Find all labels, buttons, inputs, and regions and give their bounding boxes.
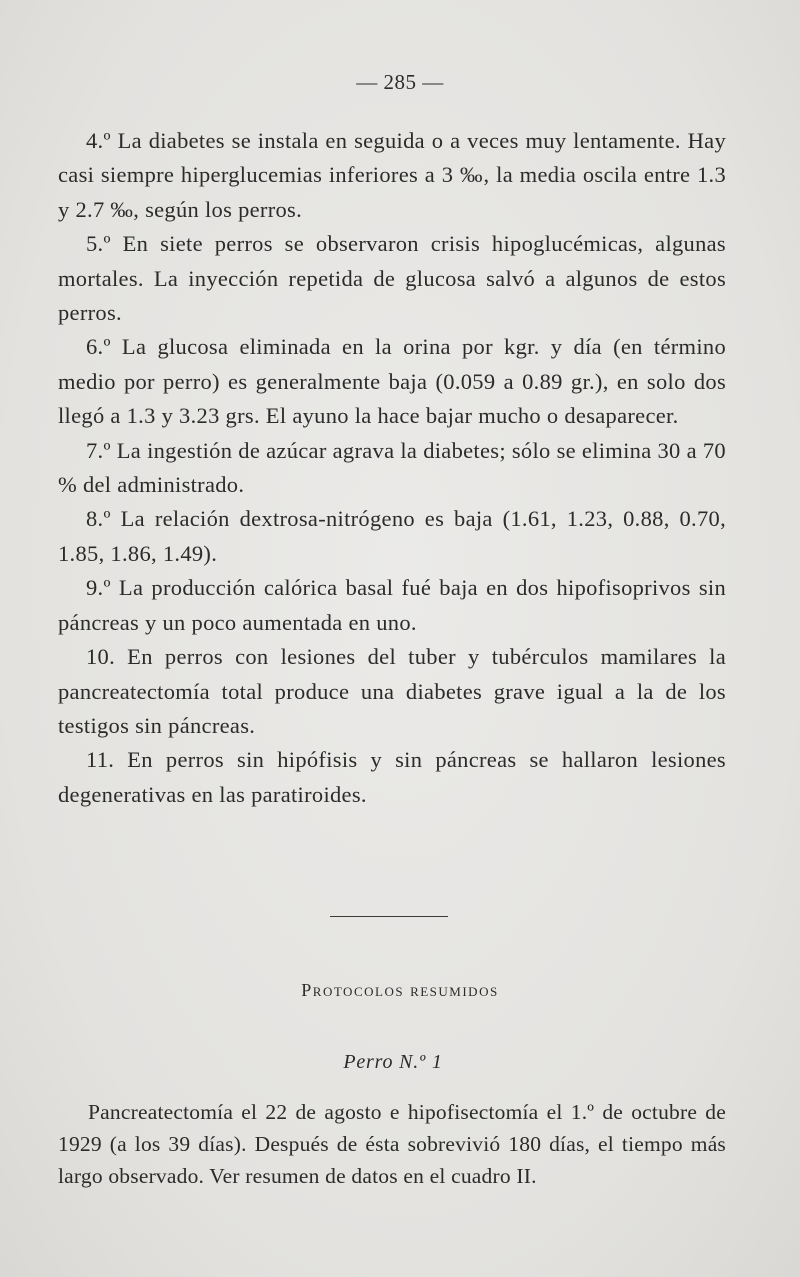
section-title: Protocolos resumidos xyxy=(301,980,499,1000)
conclusion-item-9: 9.º La producción calórica basal fué baja en dos hipofisoprivos sin páncreas y un poco aumentada en uno. xyxy=(58,575,726,635)
page-number: — 285 — xyxy=(356,70,444,94)
conclusion-item-11: 11. En perros sin hipófisis y sin páncreas se hallaron lesiones degenerativas en las paratiroides. xyxy=(58,747,726,807)
conclusion-item-4: 4.º La diabetes se instala en seguida o a veces muy lentamente. Hay casi siempre hiperglucemias inferiores a 3 ‰, la media oscila entre 1.3 y 2.7 ‰, según los perros. xyxy=(58,128,726,222)
conclusion-item-6: 6.º La glucosa eliminada en la orina por kgr. y día (en término medio por perro) es generalmente baja (0.059 a 0.89 gr.), en solo dos llegó a 1.3 y 3.23 grs. El ayuno la hace bajar mucho o desaparecer. xyxy=(58,334,726,429)
section-divider xyxy=(330,916,448,917)
conclusion-item-5: 5.º En siete perros se observaron crisis hipoglucémicas, algunas mortales. La inyección repetida de glucosa salvó a algunos de estos perros. xyxy=(58,231,726,326)
protocol-paragraph: Pancreatectomía el 22 de agosto e hipofisectomía el 1.º de octubre de 1929 (a los 39 días). Después de ésta sobrevivió 180 días, el tiempo más largo observado. Ver resumen de datos en el cuadro II. xyxy=(58,1100,726,1188)
conclusion-item-7: 7.º La ingestión de azúcar agrava la diabetes; sólo se elimina 30 a 70 % del administrado. xyxy=(58,437,726,498)
conclusions-list xyxy=(58,124,726,812)
protocol-subtitle: Perro N.º 1 xyxy=(343,1051,443,1073)
conclusion-item-8: 8.º La relación dextrosa-nitrógeno es baja (1.61, 1.23, 0.88, 0.70, 1.85, 1.86, 1.49). xyxy=(58,506,726,566)
conclusion-item-10: 10. En perros con lesiones del tuber y tubérculos mamilares la pancreatectomía total produce una diabetes grave igual a la de los testigos sin páncreas. xyxy=(58,644,726,738)
